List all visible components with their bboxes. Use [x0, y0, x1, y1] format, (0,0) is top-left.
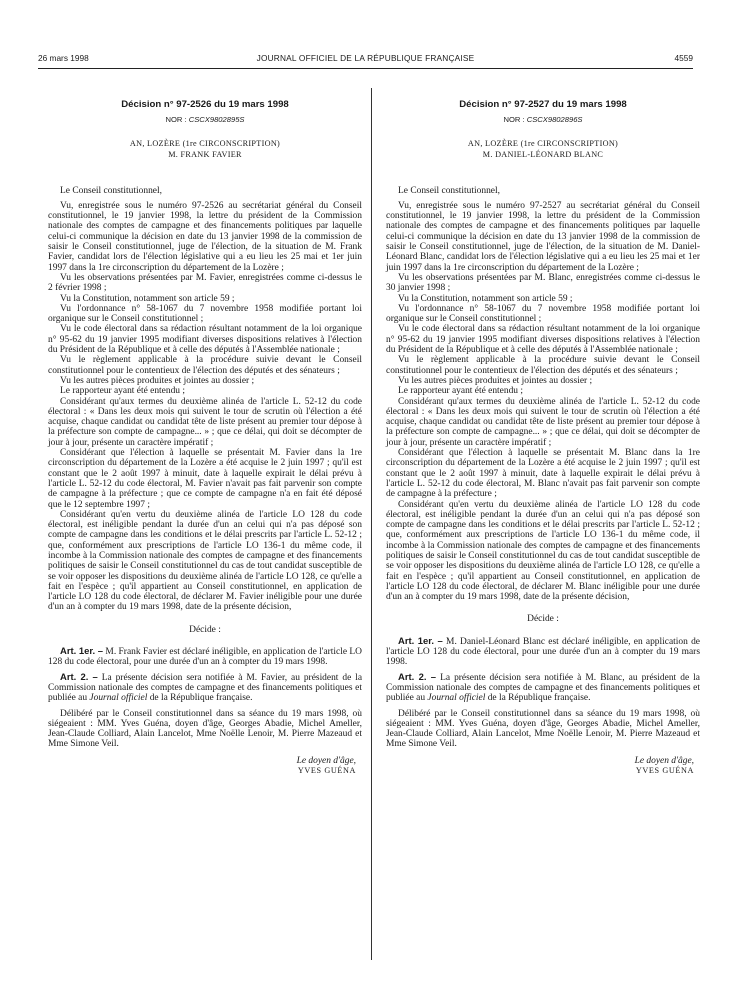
- paragraph: Considérant que l'élection à laquelle se présentait M. Favier dans la 1re circonscription du département de la Lozère a été acquise le 2 juin 1997 ; qu'il est constant que le 2 août 1997 à minuit, date à laquelle expirait le délai prévu à l'article L. 52-12 du code électoral, M. Favier n'avait pas fait parvenir son compte de campagne à la préfecture ; que ce compte de campagne n'a en fait été déposé que le 12 septembre 1997 ;: [48, 448, 362, 510]
- decide-heading: Décide :: [527, 614, 559, 625]
- decide-heading: Décide :: [189, 624, 221, 635]
- deliberation: Délibéré par le Conseil constitutionnel dans sa séance du 19 mars 1998, où siégeaient : MM. Yves Guéna, doyen d'âge, Georges Abadie, Michel Ameller, Jean-Claude Colliard, Alain Lancelot, Mme Noëlle Lenoir, M. Pierre Mazeaud et Mme Simone Veil.: [48, 708, 362, 750]
- paragraph: Vu les autres pièces produites et jointes au dossier ;: [398, 375, 593, 386]
- article-2-label: Art. 2. –: [398, 671, 436, 683]
- header-rule: [38, 68, 693, 69]
- article-1: [48, 647, 362, 668]
- decision-right: [386, 100, 700, 776]
- paragraph: Vu le code électoral dans sa rédaction résultant notamment de la loi organique n° 95-62 du 19 janvier 1995 modifiant diverses dispositions relatives à l'élection du Président de la République et à celle des députés à l'Assemblée nationale ;: [48, 324, 362, 356]
- paragraph: Vu les observations présentées par M. Favier, enregistrées comme ci-dessus le 2 février 1998 ;: [48, 272, 362, 294]
- article-1-text: M. Frank Favier est déclaré inéligible, en application de l'article LO 128 du code électoral, pour une durée d'un an à compter du 19 mars 1998.: [48, 647, 362, 668]
- intro: Le Conseil constitutionnel,: [60, 185, 162, 196]
- paragraph: Vu, enregistrée sous le numéro 97-2527 au secrétariat général du Conseil constitutionnel, le 19 janvier 1998, la lettre du président de la Commission nationale des comptes de campagne et des financements politiques par laquelle celui-ci communique la décision en date du 13 janvier 1998 de la commission de saisir le Conseil constitutionnel, juge de l'élection, de la situation de M. Daniel-Léonard Blanc, candidat lors de l'élection législative qui a eu lieu les 25 mai et 1er juin 1997 dans la 1re circonscription du département de la Lozère ;: [386, 200, 700, 273]
- paragraph: Considérant qu'en vertu du deuxième alinéa de l'article LO 128 du code électoral, est inéligible pendant la durée d'un an celui qui n'a pas déposé son compte de campagne dans les conditions et le délai prescrits par l'article L. 52-12 ; que, conformément aux prescriptions de l'article LO 136-1 du même code, il incombe à la Commission nationale des comptes de campagne et des financements politiques de saisir le Conseil constitutionnel du cas de tout candidat susceptible de se voir opposer les dispositions du deuxième alinéa de l'article LO 128, ce qu'elle a fait en l'espèce ; qu'il appartient au Conseil constitutionnel, en application de l'article LO 128 du code électoral, de déclarer M. Blanc inéligible pour une durée d'un an à compter du 19 mars 1998, date de la présente décision,: [386, 499, 700, 603]
- article-2: [48, 673, 362, 704]
- nor-code: CSCX9802895S: [188, 115, 245, 125]
- intro: Le Conseil constitutionnel,: [398, 185, 500, 196]
- article-1: [386, 637, 700, 668]
- signature-role: Le doyen d'âge,: [296, 755, 356, 766]
- header-date: 26 mars 1998: [38, 53, 89, 63]
- paragraph: Vu le règlement applicable à la procédure suivie devant le Conseil constitutionnel pour le contentieux de l'élection des députés et des sénateurs ;: [386, 355, 700, 376]
- nor-label: NOR :: [165, 115, 187, 125]
- nor-code: CSCX9802896S: [526, 115, 583, 125]
- journal-title: JOURNAL OFFICIEL DE LA RÉPUBLIQUE FRANÇAISE: [256, 53, 475, 63]
- paragraph: Vu l'ordonnance n° 58-1067 du 7 novembre 1958 modifiée portant loi organique sur le Conseil constitutionnel ;: [386, 303, 700, 325]
- article-2-text: La présente décision sera notifiée à M. Blanc, au président de la Commission nationale des comptes de campagne et des financements politiques et publiée au: [386, 672, 700, 704]
- article-2-label: Art. 2. –: [60, 671, 98, 683]
- constituency: AN, LOZÈRE (1re CIRCONSCRIPTION): [467, 138, 619, 148]
- paragraph: Vu le règlement applicable à la procédure suivie devant le Conseil constitutionnel pour le contentieux de l'élection des députés et des sénateurs ;: [48, 355, 362, 376]
- paragraph: Considérant qu'aux termes du deuxième alinéa de l'article L. 52-12 du code électoral : « Dans les deux mois qui suivent le tour de scrutin où l'élection a été acquise, chaque candidat ou candidat tête de liste présent au premier tour dépose à la préfecture son compte de campagne... » ; que ce délai, qui doit se décompter de jour à jour, présente un caractère impératif ;: [48, 396, 362, 448]
- paragraph: Vu l'ordonnance n° 58-1067 du 7 novembre 1958 modifiée portant loi organique sur le Conseil constitutionnel ;: [48, 303, 362, 325]
- constituency: AN, LOZÈRE (1re CIRCONSCRIPTION): [129, 138, 281, 148]
- article-2-text-end: de la République française.: [149, 693, 253, 704]
- article-1-label: Art. 1er. –: [398, 635, 443, 647]
- article-1-text: M. Daniel-Léonard Blanc est déclaré inéligible, en application de l'article LO 128 du code électoral, pour une durée d'un an à compter du 19 mars 1998.: [386, 636, 700, 668]
- article-2-text-end: de la République française.: [487, 693, 591, 704]
- decision-title: Décision n° 97-2527 du 19 mars 1998: [459, 99, 627, 110]
- paragraph: Vu la Constitution, notamment son article 59 ;: [60, 293, 235, 304]
- decision-left: [48, 100, 362, 776]
- paragraph: Considérant qu'aux termes du deuxième alinéa de l'article L. 52-12 du code électoral : « Dans les deux mois qui suivent le tour de scrutin où l'élection a été acquise, chaque candidat ou candidat tête de liste présent au premier tour dépose à la préfecture son compte de campagne... » ; que ce délai, qui doit se décompter de jour à jour, présente un caractère impératif ;: [386, 396, 700, 448]
- article-2-text: La présente décision sera notifiée à M. Favier, au président de la Commission nationale des comptes de campagne et des financements politiques et publiée au: [48, 672, 363, 704]
- deliberation: Délibéré par le Conseil constitutionnel dans sa séance du 19 mars 1998, où siégeaient : MM. Yves Guéna, doyen d'âge, Georges Abadie, Michel Ameller, Jean-Claude Colliard, Alain Lancelot, Mme Noëlle Lenoir, M. Pierre Mazeaud et Mme Simone Veil.: [386, 708, 700, 750]
- paragraph: Le rapporteur ayant été entendu ;: [60, 386, 185, 397]
- page-header: [38, 53, 693, 67]
- journal-officiel-italic: Journal officiel: [89, 693, 148, 704]
- column-divider: [371, 88, 372, 960]
- paragraph: Vu les autres pièces produites et jointes au dossier ;: [60, 375, 255, 386]
- paragraph: Vu, enregistrée sous le numéro 97-2526 au secrétariat général du Conseil constitutionnel, le 19 janvier 1998, la lettre du président de la Commission nationale des comptes de campagne et des financements politiques par laquelle celui-ci communique la décision en date du 13 janvier 1998 de la commission de saisir le Conseil constitutionnel, juge de l'élection, de la situation de M. Frank Favier, candidat lors de l'élection législative qui a eu lieu les 25 mai et 1er juin 1997 dans la 1re circonscription du département de la Lozère ;: [48, 200, 362, 273]
- decision-title: Décision n° 97-2526 du 19 mars 1998: [121, 99, 289, 110]
- nor-reference: [386, 115, 700, 125]
- signature-role: Le doyen d'âge,: [634, 755, 694, 766]
- paragraph: Vu le code électoral dans sa rédaction résultant notamment de la loi organique n° 95-62 du 19 janvier 1995 modifiant diverses dispositions relatives à l'élection du Président de la République et à celle des députés à l'Assemblée nationale ;: [386, 324, 700, 356]
- candidate-name: M. FRANK FAVIER: [168, 149, 242, 159]
- journal-officiel-italic: Journal officiel: [427, 693, 486, 704]
- paragraph: Vu les observations présentées par M. Blanc, enregistrées comme ci-dessus le 30 janvier 1998 ;: [386, 272, 700, 294]
- paragraph: Considérant que l'élection à laquelle se présentait M. Blanc dans la 1re circonscription du département de la Lozère a été acquise le 2 juin 1997 ; qu'il est constant que le 2 août 1997 à minuit, date à laquelle expirait le délai prévu à l'article L. 52-12 du code électoral, M. Blanc n'avait pas fait parvenir son compte de campagne à la préfecture ;: [386, 448, 700, 500]
- article-1-label: Art. 1er. –: [60, 646, 104, 658]
- nor-label: NOR :: [503, 115, 525, 125]
- paragraph: Considérant qu'en vertu du deuxième alinéa de l'article LO 128 du code électoral, est inéligible pendant la durée d'un an celui qui n'a pas déposé son compte de campagne dans les conditions et le délai prescrits par l'article L. 52-12 ; que, conformément aux prescriptions de l'article LO 136-1 du même code, il incombe à la Commission nationale des comptes de campagne et des financements politiques de saisir le Conseil constitutionnel du cas de tout candidat susceptible de se voir opposer les dispositions du deuxième alinéa de l'article LO 128, ce qu'elle a fait en l'espèce ; qu'il appartient au Conseil constitutionnel, en application de l'article LO 128 du code électoral, de déclarer M. Favier inéligible pour une durée d'un an à compter du 19 mars 1998, date de la présente décision,: [48, 509, 362, 613]
- candidate-name: M. DANIEL-LÉONARD BLANC: [482, 149, 604, 159]
- nor-reference: [48, 115, 362, 125]
- article-2: [386, 673, 700, 704]
- page-number: 4559: [674, 53, 693, 63]
- signature-name: YVES GUÉNA: [635, 766, 694, 776]
- paragraph: Vu la Constitution, notamment son article 59 ;: [398, 293, 573, 304]
- paragraph: Le rapporteur ayant été entendu ;: [398, 386, 523, 397]
- signature-name: YVES GUÉNA: [297, 766, 356, 776]
